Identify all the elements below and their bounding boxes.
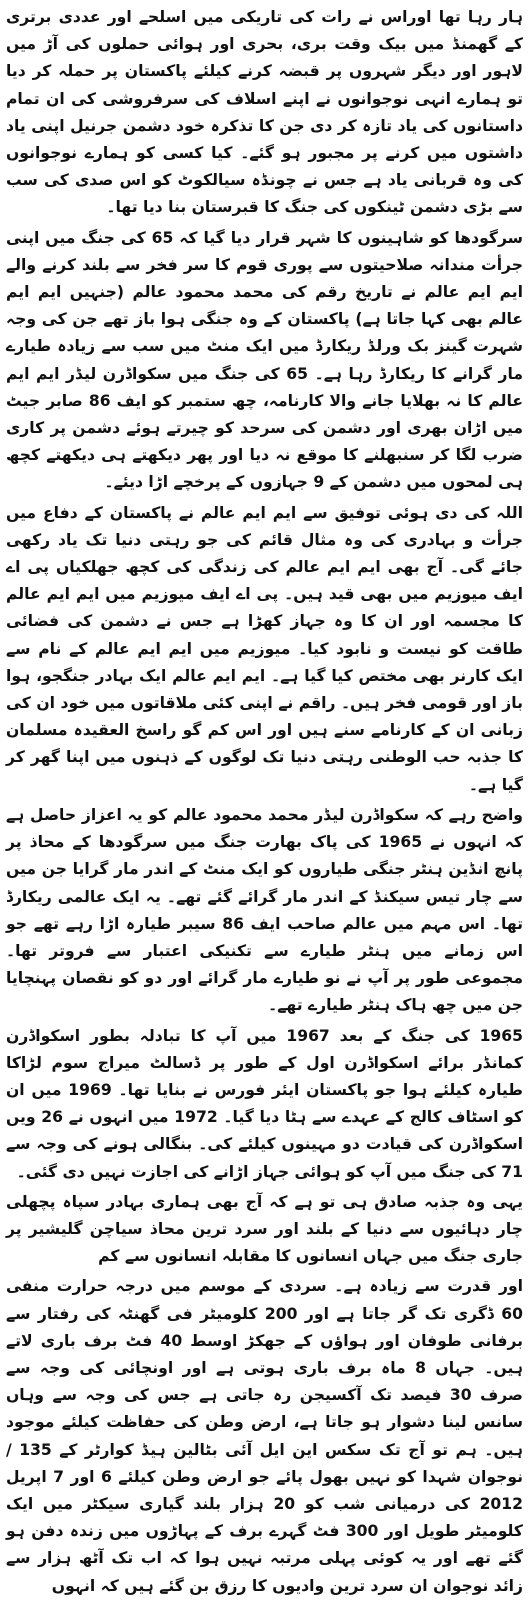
article-paragraph: ہار رہا تھا اوراس نے رات کی تاریکی میں اسلحے اور عددی برتری کے گھمنڈ میں بیک وقت بری، بحری اور ہوائی حملوں کی آڑ میں لاہور اور دیگر شہروں پر قبضہ کرنے کیلئے پاکستان پر حملہ کر دیا تو ہمارے انہی نوجوانوں نے اپنے اسلاف کی سرفروشی کی ان تمام داستانوں کی یاد تازہ کر دی جن کا تذکرہ خود دشمن جرنیل اپنی یاد داشتوں میں کرنے پر مجبور ہو گئے۔ کیا کسی کو ہمارے نوجوانوں کی وہ قربانی یاد ہے جس نے چونڈہ سیالکوٹ کو اس صدی کی سب سے بڑی دشمن ٹینکوں کی جنگ کا قبرستان بنا دیا تھا۔	[6, 8, 523, 217]
article-paragraph: 1965 کی جنگ کے بعد 1967 میں آپ کا تبادلہ بطور اسکواڈرن کمانڈر برائے اسکواڈرن اول کے طور پر ڈسالٹ میراج سوم لڑاکا طیارہ کیلئے ہوا جو پاکستان ایئر فورس نے بنایا تھا۔ 1969 میں ان کو اسٹاف کالج کے عہدے سے ہٹا دیا گیا۔ 1972 میں انہوں نے 26 ویں اسکواڈرن کی قیادت دو مہینوں کیلئے کی۔ بنگالی ہونے کی وجہ سے 71 کی جنگ میں آپ کو ہوائی جہاز اڑانے کی اجازت نہیں دی گئی۔	[6, 1026, 523, 1181]
article-paragraph: اللہ کی دی ہوئی توفیق سے ایم ایم عالم نے پاکستان کے دفاع میں جرأت و بہادری کی وہ مثال قائم کی جو رہتی دنیا تک یاد رکھی جائے گی۔ آج بھی ایم ایم عالم کی زندگی کی کچھ جھلکیاں پی اے ایف میوزیم میں بھی قید ہیں۔ پی اے ایف میوزیم میں ایم ایم عالم کا مجسمہ اور ان کا وہ جہاز کھڑا ہے جس نے دشمن کی فضائی طاقت کو نیست و نابود کیا۔ میوزیم میں ایم ایم عالم کے نام سے ایک کارنر بھی مختص کیا گیا ہے۔ ایم ایم عالم ایک بہادر جنگجو، ہوا باز اور قومی فخر ہیں۔ راقم نے اپنی کئی ملاقاتوں میں خود ان کی زبانی ان کے کارنامے سنے ہیں اور اس کم گو راسخ العقیدہ مسلمان کا جذبہ حب الوطنی رہتی دنیا تک لوگوں کے ذہنوں میں اپنا گھر کر گیا ہے۔	[6, 503, 523, 794]
article-paragraph: سرگودھا کو شاہینوں کا شہر قرار دیا گیا کہ 65 کی جنگ میں اپنی جرأت مندانہ صلاحیتوں سے پوری قوم کا سر فخر سے بلند کرنے والے ایم ایم عالم نے تاریخ رقم کی محمد محمود عالم (جنہیں ایم ایم عالم بھی کہا جاتا ہے) پاکستان کے وہ جنگی ہوا باز تھے جن کی وجہ شہرت گینز بک ورلڈ ریکارڈ میں ایک منٹ میں سب سے زیادہ طیارے مار گرانے کا ریکارڈ رہا ہے۔ 65 کی جنگ میں سکواڈرن لیڈر ایم ایم عالم کا نہ بھلایا جانے والا کارنامہ، چھ ستمبر کو ایف 86 صابر جیٹ میں اڑان بھری اور دشمن کی سرحد کو چیرتے ہوئے دشمن پر کاری ضرب لگا کر سنبھلنے کا موقع نہ دیا اور پھر دیکھتے ہی دیکھتے کچھ ہی لمحوں میں دشمن کے 9 جہازوں کے پرخچے اڑا دیئے۔	[6, 228, 524, 492]
article-paragraph: واضح رہے کہ سکواڈرن لیڈر محمد محمود عالم کو یہ اعزاز حاصل ہے کہ انہوں نے 1965 کی پاک بھارت جنگ میں سرگودھا کے محاذ پر پانچ انڈین ہنٹر جنگی طیاروں کو ایک منٹ کے اندر مار گرایا جن میں سے چار تیس سیکنڈ کے اندر مار گرائے گئے تھے۔ یہ ایک عالمی ریکارڈ تھا۔ اس مہم میں عالم صاحب ایف 86 سیبر طیارہ اڑا رہے تھے جو اس زمانے میں ہنٹر طیارے سے تکنیکی اعتبار سے فروتر تھا۔ مجموعی طور پر آپ نے نو طیارے مار گرائے اور دو کو نقصان پہنچایا جن میں چھ ہاک ہنٹر طیارے تھے۔	[6, 805, 523, 1015]
article-paragraph: یہی وہ جذبہ صادق ہی تو ہے کہ آج بھی ہماری بہادر سپاہ پچھلی چار دہائیوں سے دنیا کے بلند اور سرد ترین محاذ سیاچن گلیشیر پر جاری جنگ میں جہاں انسانوں کا مقابلہ انسانوں سے کم	[6, 1192, 523, 1266]
article-paragraph: اور قدرت سے زیادہ ہے۔ سردی کے موسم میں درجہ حرارت منفی 60 ڈگری تک گر جاتا ہے اور 200 کلومیٹر فی گھنٹہ کی رفتار سے برفانی طوفان اور ہواؤں کے جھکڑ اوسط 40 فٹ برف باری لاتے ہیں۔ جہاں 8 ماہ برف باری ہوتی ہے اور اونچائی کی وجہ سے صرف 30 فیصد تک آکسیجن رہ جاتی ہے جس کی وجہ سے وہاں سانس لینا دشوار ہو جاتا ہے، ارض وطن کی حفاظت کیلئے موجود ہیں۔ ہم تو آج تک سکس این ایل آئی بٹالین ہیڈ کوارٹر کے 135 / نوجوان شہدا کو نہیں بھول پائے جو ارض وطن کیلئے 6 اور 7 اپریل 2012 کی درمیانی شب کو 20 ہزار بلند گیاری سیکٹر میں ایک کلومیٹر طویل اور 300 فٹ گہرے برف کے پہاڑوں میں زندہ دفن ہو گئے تھے اور یہ کوئی پہلی مرتبہ نہیں ہوا کہ اب تک آٹھ ہزار سے زائد نوجوان ان سرد ترین وادیوں کا رزق بن گئے ہیں کہ انہوں	[6, 1277, 524, 1595]
